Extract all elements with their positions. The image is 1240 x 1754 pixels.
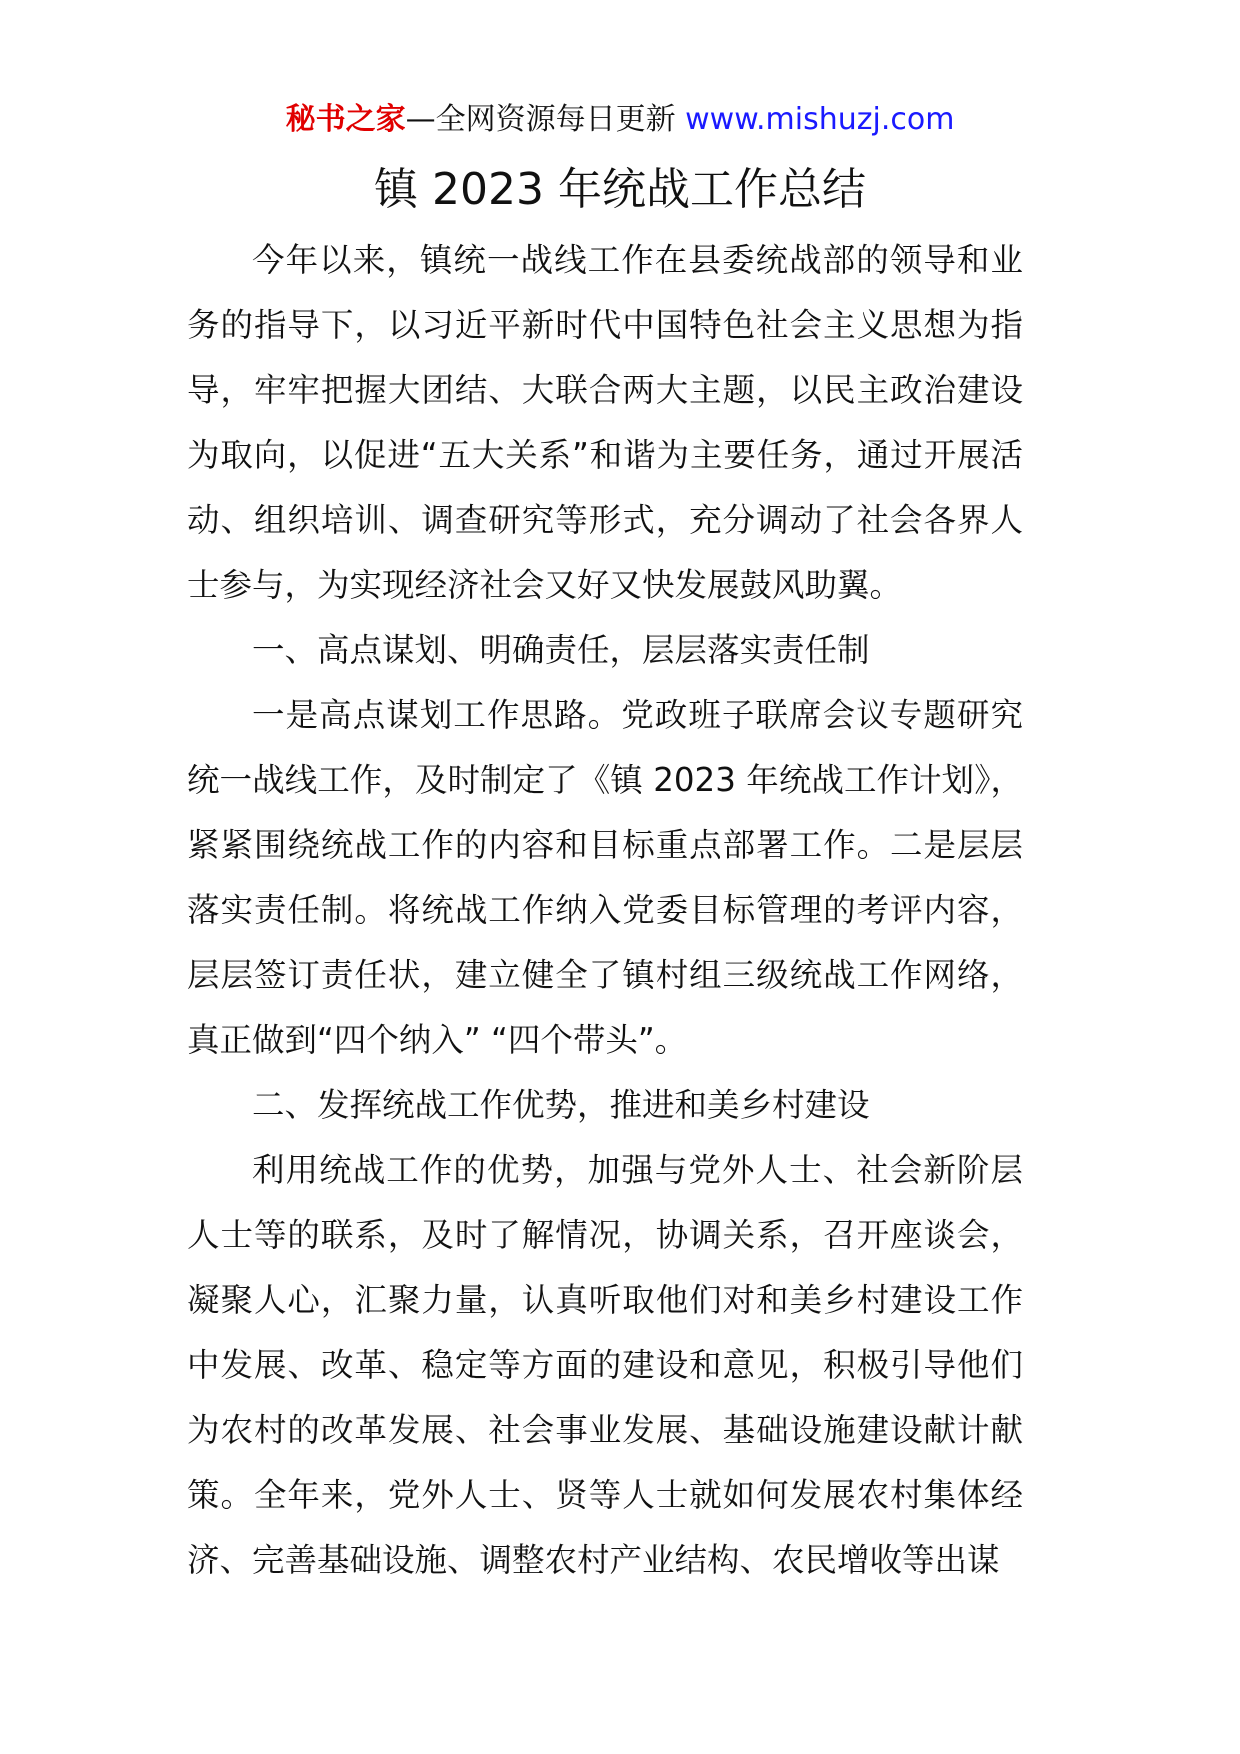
intro-paragraph: 今年以来，镇统一战线工作在县委统战部的领导和业务的指导下，以习近平新时代中国特色社会主义思想为指导，牢牢把握大团结、大联合两大主题，以民主政治建设为取向，以促进“五大关系”和谐为主要任务，通过开展活动、组织培训、调查研究等形式，充分调动了社会各界人士参与，为实现经济社会又好又快发展鼓风助翼。 (187, 241, 1023, 604)
banner-tagline: —全网资源每日更新 (405, 102, 676, 137)
document-title: 镇 2023 年统战工作总结 (374, 164, 866, 215)
banner-url-link[interactable]: www.mishuzj.com (685, 102, 955, 137)
banner-brand: 秘书之家 (285, 102, 406, 137)
site-banner (0, 100, 1240, 140)
document-body (187, 228, 1023, 1593)
section-heading-2: 二、发挥统战工作优势，推进和美乡村建设 (252, 1086, 870, 1124)
section-heading-1: 一、高点谋划、明确责任，层层落实责任制 (252, 631, 870, 669)
section-paragraph-1: 一是高点谋划工作思路。党政班子联席会议专题研究统一战线工作，及时制定了《镇 2023 年统战工作计划》，紧紧围绕统战工作的内容和目标重点部署工作。二是层层落实责任制。将统战工作纳入党委目标管理的考评内容，层层签订责任状，建立健全了镇村组三级统战工作网络，真正做到“四个纳入” “四个带头”。 (187, 696, 1023, 1059)
section-paragraph-2: 利用统战工作的优势，加强与党外人士、社会新阶层人士等的联系，及时了解情况，协调关系，召开座谈会，凝聚人心，汇聚力量，认真听取他们对和美乡村建设工作中发展、改革、稳定等方面的建设和意见，积极引导他们为农村的改革发展、社会事业发展、基础设施建设献计献策。全年来，党外人士、贤等人士就如何发展农村集体经济、完善基础设施、调整农村产业结构、农民增收等出谋 (187, 1151, 1023, 1579)
